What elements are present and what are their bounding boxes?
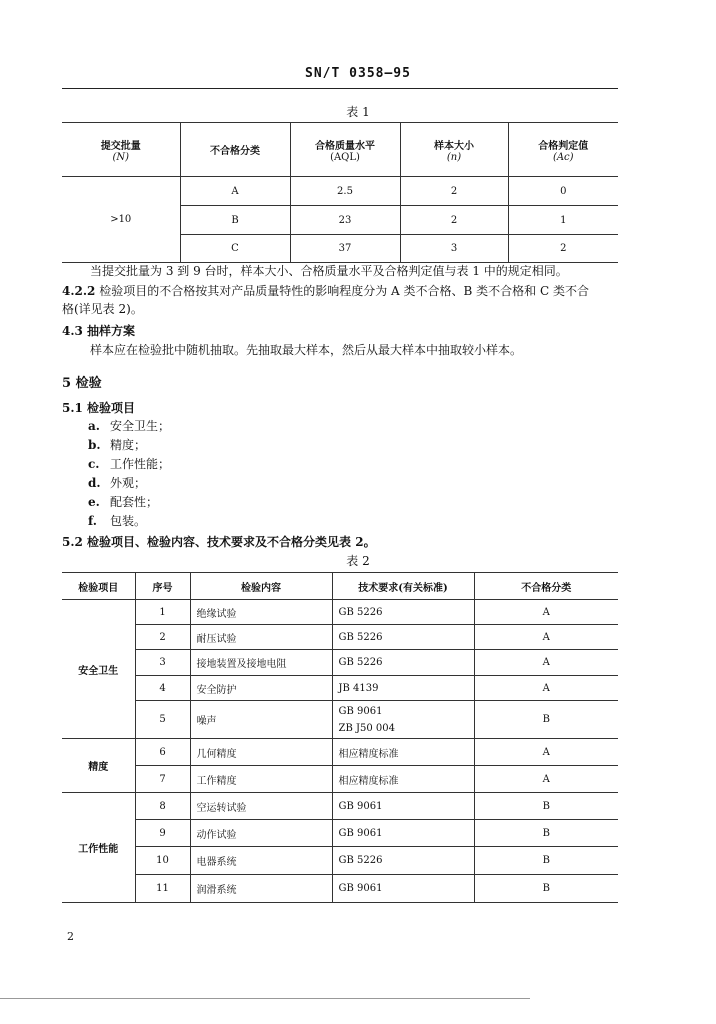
- table2-header-item: 检验项目: [62, 573, 135, 600]
- clause-text: 检验项目的不合格按其对产品质量特性的影响程度分为 A 类不合格、B 类不合格和 C 类不合: [99, 284, 589, 298]
- table1-header-batch: 提交批量 (N): [62, 123, 180, 177]
- table2-cell: 7: [135, 766, 190, 793]
- table-row: [62, 820, 618, 847]
- table2-cell: 耐压试验: [190, 625, 332, 650]
- table1-cell: B: [180, 206, 290, 235]
- table2-cell: 工作精度: [190, 766, 332, 793]
- clause-number: 4.2.2: [62, 284, 96, 298]
- list-item: d. 外观；: [88, 476, 147, 490]
- table-row: [62, 177, 618, 206]
- table1-note: 当提交批量为 3 到 9 台时，样本大小、合格质量水平及合格判定值与表 1 中的规定相同。: [90, 264, 568, 278]
- table2-cell: 接地装置及接地电阻: [190, 650, 332, 676]
- table2-group-performance: 工作性能: [62, 793, 135, 903]
- clause-5-1-heading: 5.1 检验项目: [62, 401, 136, 415]
- table2-cell: A: [474, 625, 618, 650]
- table-row: [62, 739, 618, 766]
- table2-cell: GB 5226: [332, 847, 474, 875]
- table2-cell: 几何精度: [190, 739, 332, 766]
- table1-header-row: [62, 123, 618, 177]
- table2-cell: 6: [135, 739, 190, 766]
- table2-group-precision: 精度: [62, 739, 135, 793]
- table-row: [62, 847, 618, 875]
- table2-cell: B: [474, 875, 618, 903]
- table2-cell: 5: [135, 701, 190, 739]
- table2-cell: B: [474, 820, 618, 847]
- table1-header-class: 不合格分类: [180, 123, 290, 177]
- table2-cell: A: [474, 600, 618, 625]
- table2-cell: 安全防护: [190, 676, 332, 701]
- list-item: f. 包装。: [88, 514, 147, 528]
- table2-cell: 11: [135, 875, 190, 903]
- table2-cell: 相应精度标准: [332, 739, 474, 766]
- list-item: c. 工作性能；: [88, 457, 171, 471]
- table2-caption: 表 2: [346, 554, 370, 568]
- table1-cell: 1: [508, 206, 618, 235]
- clause-4-3-heading: 4.3 抽样方案: [62, 324, 136, 338]
- table2-cell: 1: [135, 600, 190, 625]
- table-row: [62, 875, 618, 903]
- table2-cell: B: [474, 793, 618, 820]
- table2-cell: 10: [135, 847, 190, 875]
- table2-cell: 润滑系统: [190, 875, 332, 903]
- table1-batch-cell: >10: [62, 177, 180, 263]
- standard-number: SN/T 0358—95: [305, 66, 411, 81]
- table-row: [62, 701, 618, 739]
- table2-header-content: 检验内容: [190, 573, 332, 600]
- table1-cell: 37: [290, 235, 400, 263]
- table2-cell: 8: [135, 793, 190, 820]
- table-row: [62, 625, 618, 650]
- table2-cell: GB 5226: [332, 650, 474, 676]
- table-row: [62, 650, 618, 676]
- list-item: a. 安全卫生；: [88, 419, 171, 433]
- table1-cell: 2: [508, 235, 618, 263]
- header-rule: [62, 88, 618, 89]
- table2-cell: GB 9061: [332, 875, 474, 903]
- page-number: 2: [67, 930, 74, 943]
- table2-header-no: 序号: [135, 573, 190, 600]
- table2-cell: GB 5226: [332, 600, 474, 625]
- table1-cell: 2: [400, 206, 508, 235]
- table1-cell: C: [180, 235, 290, 263]
- table1-header-sample: 样本大小 (n): [400, 123, 508, 177]
- table-row: [62, 793, 618, 820]
- table1-cell: 23: [290, 206, 400, 235]
- table2-cell: 2: [135, 625, 190, 650]
- table2-cell: 4: [135, 676, 190, 701]
- table2-cell: A: [474, 650, 618, 676]
- table2-group-safety: 安全卫生: [62, 600, 135, 739]
- table1-cell: 2: [400, 177, 508, 206]
- table2-header-row: [62, 573, 618, 600]
- table2-cell: GB 9061: [332, 820, 474, 847]
- table1-cell: 0: [508, 177, 618, 206]
- table2-cell: GB 5226: [332, 625, 474, 650]
- footer-rule: [0, 998, 530, 999]
- table2-cell: B: [474, 847, 618, 875]
- clause-4-3-body: 样本应在检验批中随机抽取。先抽取最大样本，然后从最大样本中抽取较小样本。: [90, 343, 523, 357]
- table-row: [62, 600, 618, 625]
- table2-cell: JB 4139: [332, 676, 474, 701]
- table1-caption: 表 1: [346, 105, 370, 119]
- table2-cell: 空运转试验: [190, 793, 332, 820]
- table2-cell: 相应精度标准: [332, 766, 474, 793]
- table1-cell: 2.5: [290, 177, 400, 206]
- list-item: b. 精度；: [88, 438, 147, 452]
- table1-header-aql: 合格质量水平 (AQL): [290, 123, 400, 177]
- table2-cell: 动作试验: [190, 820, 332, 847]
- table2: [62, 572, 618, 903]
- table1-header-ac: 合格判定值 (Ac): [508, 123, 618, 177]
- table2-cell: 9: [135, 820, 190, 847]
- table2-cell: A: [474, 739, 618, 766]
- table-row: [62, 676, 618, 701]
- table2-header-class: 不合格分类: [474, 573, 618, 600]
- clause-4-2-2: [62, 283, 622, 300]
- table2-cell: 噪声: [190, 701, 332, 739]
- table2-cell: 3: [135, 650, 190, 676]
- table2-cell: A: [474, 766, 618, 793]
- table-row: [62, 766, 618, 793]
- table1: [62, 122, 618, 263]
- list-item: e. 配套性；: [88, 495, 159, 509]
- clause-4-2-2-cont: 格(详见表 2)。: [62, 302, 143, 316]
- table2-cell: GB 9061: [332, 793, 474, 820]
- table2-cell: A: [474, 676, 618, 701]
- table2-cell: B: [474, 701, 618, 739]
- section-5-heading: 5 检验: [62, 376, 102, 391]
- table2-header-req: 技术要求(有关标准): [332, 573, 474, 600]
- table1-cell: A: [180, 177, 290, 206]
- table2-cell: GB 9061 ZB J50 004: [332, 701, 474, 739]
- table2-cell: 绝缘试验: [190, 600, 332, 625]
- clause-5-2-heading: 5.2 检验项目、检验内容、技术要求及不合格分类见表 2。: [62, 535, 376, 549]
- table2-cell: 电器系统: [190, 847, 332, 875]
- table1-cell: 3: [400, 235, 508, 263]
